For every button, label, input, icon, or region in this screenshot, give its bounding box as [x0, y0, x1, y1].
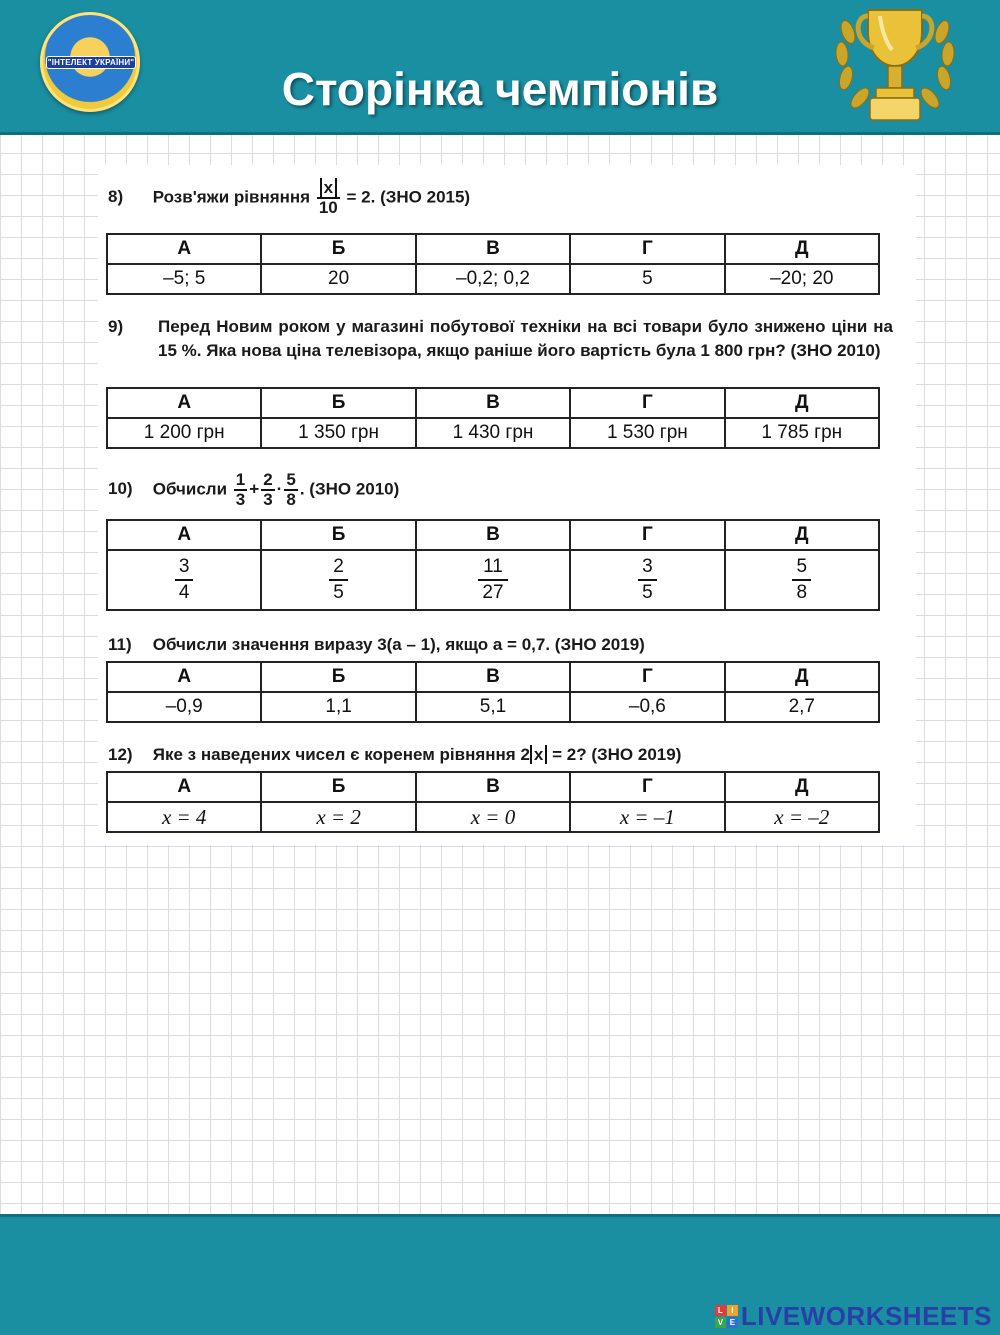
answer-table-9: [106, 387, 880, 449]
numerator: 2: [329, 555, 348, 581]
question-number: 12): [108, 745, 133, 764]
page-title: Сторінка чемпіонів: [281, 63, 719, 115]
plus-sign: +: [249, 479, 260, 499]
numerator: 3: [638, 555, 657, 581]
logo-text: "ІНТЕЛЕКТ УКРАЇНИ": [47, 58, 135, 67]
question-12: [108, 743, 888, 767]
answer-cell[interactable]: 5: [570, 264, 724, 294]
denominator: 5: [642, 582, 653, 603]
denominator: 5: [333, 582, 344, 603]
numerator: 5: [792, 555, 811, 581]
option-header-d: Д: [725, 234, 879, 264]
option-header-a: А: [107, 234, 261, 264]
answer-cell[interactable]: 1 350 грн: [261, 418, 415, 448]
source-label: (ЗНО 2019): [591, 745, 682, 764]
answer-cell[interactable]: –0,6: [570, 692, 724, 722]
source-label: (ЗНО 2010): [309, 479, 400, 499]
trophy-icon: [830, 2, 960, 130]
denominator: 8: [286, 490, 296, 509]
option-header-b: Б: [261, 520, 415, 550]
option-header-v: В: [416, 772, 570, 802]
question-number: 8): [108, 187, 124, 207]
option-header-g: Г: [570, 234, 724, 264]
answer-cell[interactable]: 2,7: [725, 692, 879, 722]
multiply-dot: ·: [276, 479, 283, 499]
answer-cell[interactable]: –0,2; 0,2: [416, 264, 570, 294]
question-9: [108, 315, 893, 387]
brand-name: LIVEWORKSHEETS: [740, 1301, 992, 1331]
answer-cell[interactable]: 20: [261, 264, 415, 294]
answer-cell[interactable]: 5,1: [416, 692, 570, 722]
equation-rhs: = 2?: [552, 745, 587, 764]
option-header-g: Г: [570, 662, 724, 692]
option-header-d: Д: [725, 662, 879, 692]
option-header-b: Б: [261, 234, 415, 264]
denominator: 8: [796, 582, 808, 603]
numerator: 3: [175, 555, 194, 581]
option-header-a: А: [107, 662, 261, 692]
answer-cell[interactable]: [107, 550, 261, 610]
question-text: Обчисли значення виразу 3(a – 1), якщо a = 0,7.: [152, 635, 551, 654]
question-text: Розв'яжи рівняння: [152, 187, 311, 207]
source-label: (ЗНО 2010): [790, 341, 881, 360]
answer-cell[interactable]: x = –1: [570, 802, 724, 832]
option-header-v: В: [416, 662, 570, 692]
answer-cell[interactable]: 1 785 грн: [725, 418, 879, 448]
option-header-d: Д: [725, 520, 879, 550]
period: .: [299, 479, 305, 499]
answer-cell[interactable]: –0,9: [107, 692, 261, 722]
answer-cell[interactable]: [261, 550, 415, 610]
option-header-g: Г: [570, 520, 724, 550]
answer-cell[interactable]: 1 530 грн: [570, 418, 724, 448]
question-number: 10): [108, 479, 133, 499]
answer-cell[interactable]: 1,1: [261, 692, 415, 722]
worksheet: [98, 165, 916, 845]
question-10: [108, 471, 888, 509]
answer-cell[interactable]: –20; 20: [725, 264, 879, 294]
option-header-b: Б: [261, 388, 415, 418]
option-header-v: В: [416, 388, 570, 418]
numerator: 2: [263, 470, 273, 489]
option-header-g: Г: [570, 772, 724, 802]
logo-block: I: [727, 1305, 738, 1316]
question-11: [108, 633, 888, 657]
equation-fraction: [317, 179, 340, 217]
header-band: [0, 0, 1000, 135]
footer-band: [0, 1214, 1000, 1335]
answer-cell[interactable]: x = 0: [416, 802, 570, 832]
option-header-g: Г: [570, 388, 724, 418]
denominator: 3: [235, 490, 246, 509]
logo-block: L: [715, 1305, 726, 1316]
question-8: [108, 179, 888, 217]
numerator: 1: [235, 470, 246, 489]
denominator: 10: [318, 198, 338, 217]
denominator: 27: [482, 582, 504, 603]
question-number: 9): [108, 317, 124, 336]
school-logo: [40, 12, 140, 112]
abs-variable: x: [530, 745, 547, 764]
liveworksheets-logo[interactable]: [715, 1301, 992, 1332]
answer-cell[interactable]: x = 4: [107, 802, 261, 832]
source-label: (ЗНО 2019): [554, 635, 645, 654]
logo-block: E: [727, 1317, 738, 1328]
question-text: Перед Новим роком у магазині побутової техніки на всі товари було знижено ціни на 15 %. Яка нова ціна телевізора, якщо раніше його вартість була 1 800 грн?: [158, 317, 893, 360]
answer-cell[interactable]: x = 2: [261, 802, 415, 832]
option-header-a: А: [107, 388, 261, 418]
answer-table-11: [106, 661, 880, 723]
option-header-b: Б: [261, 772, 415, 802]
question-number: 11): [108, 635, 132, 654]
option-header-v: В: [416, 234, 570, 264]
option-header-b: Б: [261, 662, 415, 692]
question-text: Обчисли: [152, 479, 228, 499]
answer-cell[interactable]: [416, 550, 570, 610]
answer-cell[interactable]: 1 200 грн: [107, 418, 261, 448]
numerator: 11: [478, 555, 507, 581]
answer-cell[interactable]: 1 430 грн: [416, 418, 570, 448]
option-header-d: Д: [725, 772, 879, 802]
question-text: Яке з наведених чисел є коренем рівняння 2: [152, 745, 530, 764]
denominator: 3: [263, 490, 273, 509]
answer-cell[interactable]: [725, 550, 879, 610]
numerator: 5: [286, 470, 296, 489]
denominator: 4: [178, 582, 190, 603]
equation-rhs: = 2.: [346, 187, 376, 207]
logo-blocks-icon: [715, 1305, 738, 1328]
abs-variable: x: [320, 178, 337, 197]
fraction-1: [234, 471, 247, 509]
option-header-a: А: [107, 772, 261, 802]
answer-cell[interactable]: –5; 5: [107, 264, 261, 294]
logo-block: V: [715, 1317, 726, 1328]
option-header-v: В: [416, 520, 570, 550]
answer-table-12: [106, 771, 880, 833]
fraction-2: [261, 471, 274, 509]
fraction-3: [284, 471, 297, 509]
answer-table-10: [106, 519, 880, 611]
option-header-a: А: [107, 520, 261, 550]
answer-table-8: [106, 233, 880, 295]
answer-cell[interactable]: x = –2: [725, 802, 879, 832]
option-header-d: Д: [725, 388, 879, 418]
answer-cell[interactable]: [570, 550, 724, 610]
source-label: (ЗНО 2015): [380, 187, 471, 207]
